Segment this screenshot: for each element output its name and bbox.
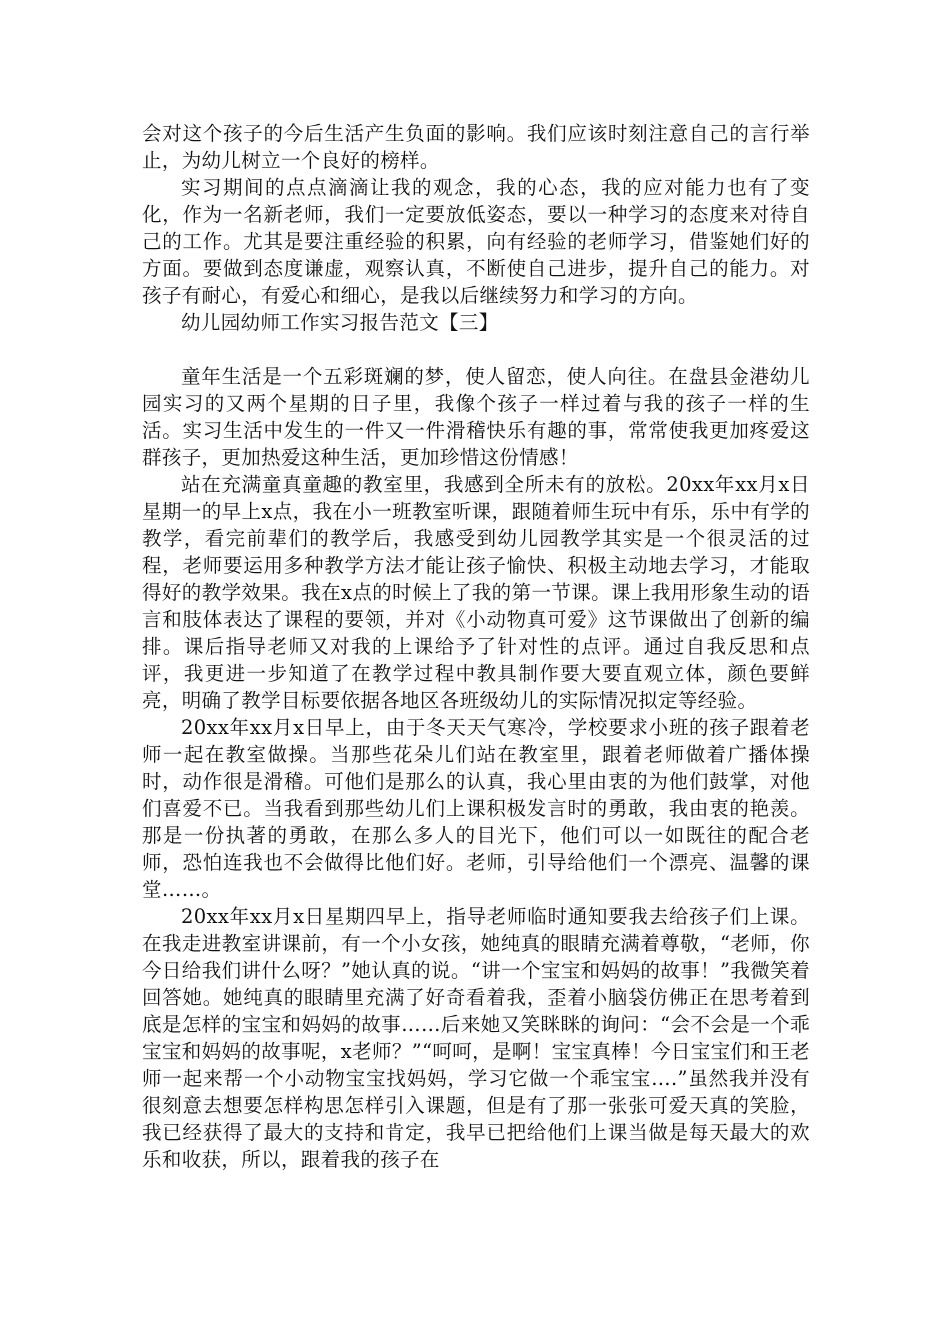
section-title: 幼儿园幼师工作实习报告范文【三】 [181,311,499,334]
paragraph-morning-exercise: 20xx年xx月x日早上，由于冬天天气寒冷，学校要求小班的孩子跟着老师一起在教室做操。当那些花朵儿们站在教室里，跟着老师做着广播体操时，动作很是滑稽。可他们是那么的认真，我心里由衷的为他们鼓掌，对他们喜爱不已。当我看到那些幼儿们上课积极发言时的勇敢，我由衷的艳羡。那是一份执著的勇敢，在那么多人的目光下，他们可以一如既往的配合老师，恐怕连我也不会做得比他们好。老师，引导给他们一个漂亮、温馨的课堂……。 [142,716,810,901]
paragraph-continuation: 会对这个孩子的今后生活产生负面的影响。我们应该时刻注意自己的言行举止，为幼儿树立一个良好的榜样。 [142,122,810,172]
paragraph-thursday-lesson: 20xx年xx月x日星期四早上，指导老师临时通知要我去给孩子们上课。在我走进教室讲课前，有一个小女孩，她纯真的眼睛充满着尊敬，“老师，你今日给我们讲什么呀？”她认真的说。“讲一个宝宝和妈妈的故事！”我微笑着回答她。她纯真的眼睛里充满了好奇看着我，歪着小脑袋仿佛正在思考着到底是怎样的宝宝和妈妈的故事……后来她又笑眯眯的询问：“会不会是一个乖宝宝和妈妈的故事呢，x老师？”“呵呵，是啊！宝宝真棒！今日宝宝们和王老师一起来帮一个小动物宝宝找妈妈，学习它做一个乖宝宝….”虽然我并没有很刻意去想要怎样构思怎样引入课题，但是有了那一张张可爱天真的笑脸，我已经获得了最大的支持和肯定，我早已把给他们上课当做是每天最大的欢乐和收获，所以，跟着我的孩子在 [142,905,810,1171]
paragraph-childhood: 童年生活是一个五彩斑斓的梦，使人留恋，使人向往。在盘县金港幼儿园实习的又两个星期的日子里，我像个孩子一样过着与我的孩子一样的生活。实习生活中发生的一件又一件滑稽快乐有趣的事，常常使我更加疼爱这群孩子，更加热爱这种生活，更加珍惜这份情感！ [142,365,810,469]
paragraph-first-lesson: 站在充满童真童趣的教室里，我感到全所未有的放松。20xx年xx月x日星期一的早上x点，我在小一班教室听课，跟随着师生玩中有乐，乐中有学的教学，看完前辈们的教学后，我感受到幼儿园教学其实是一个很灵活的过程，老师要运用多种教学方法才能让孩子愉快、积极主动地去学习，才能取得好的教学效果。我在x点的时候上了我的第一节课。课上我用形象生动的语言和肢体表达了课程的要领，并对《小动物真可爱》这节课做出了创新的编排。课后指导老师又对我的上课给予了针对性的点评。通过自我反思和点评，我更进一步知道了在教学过程中教具制作要大要直观立体，颜色要鲜亮，明确了教学目标要依据各地区各班级幼儿的实际情况拟定等经验。 [142,473,810,712]
paragraph-internship-reflection: 实习期间的点点滴滴让我的观念，我的心态，我的应对能力也有了变化，作为一名新老师，我们一定要放低姿态，要以一种学习的态度来对待自己的工作。尤其是要注重经验的积累，向有经验的老师学习，借鉴她们好的方面。要做到态度谦虚，观察认真，不断使自己进步，提升自己的能力。对孩子有耐心，有爱心和细心，是我以后继续努力和学习的方向。 [142,176,810,307]
document-page [142,120,810,1173]
